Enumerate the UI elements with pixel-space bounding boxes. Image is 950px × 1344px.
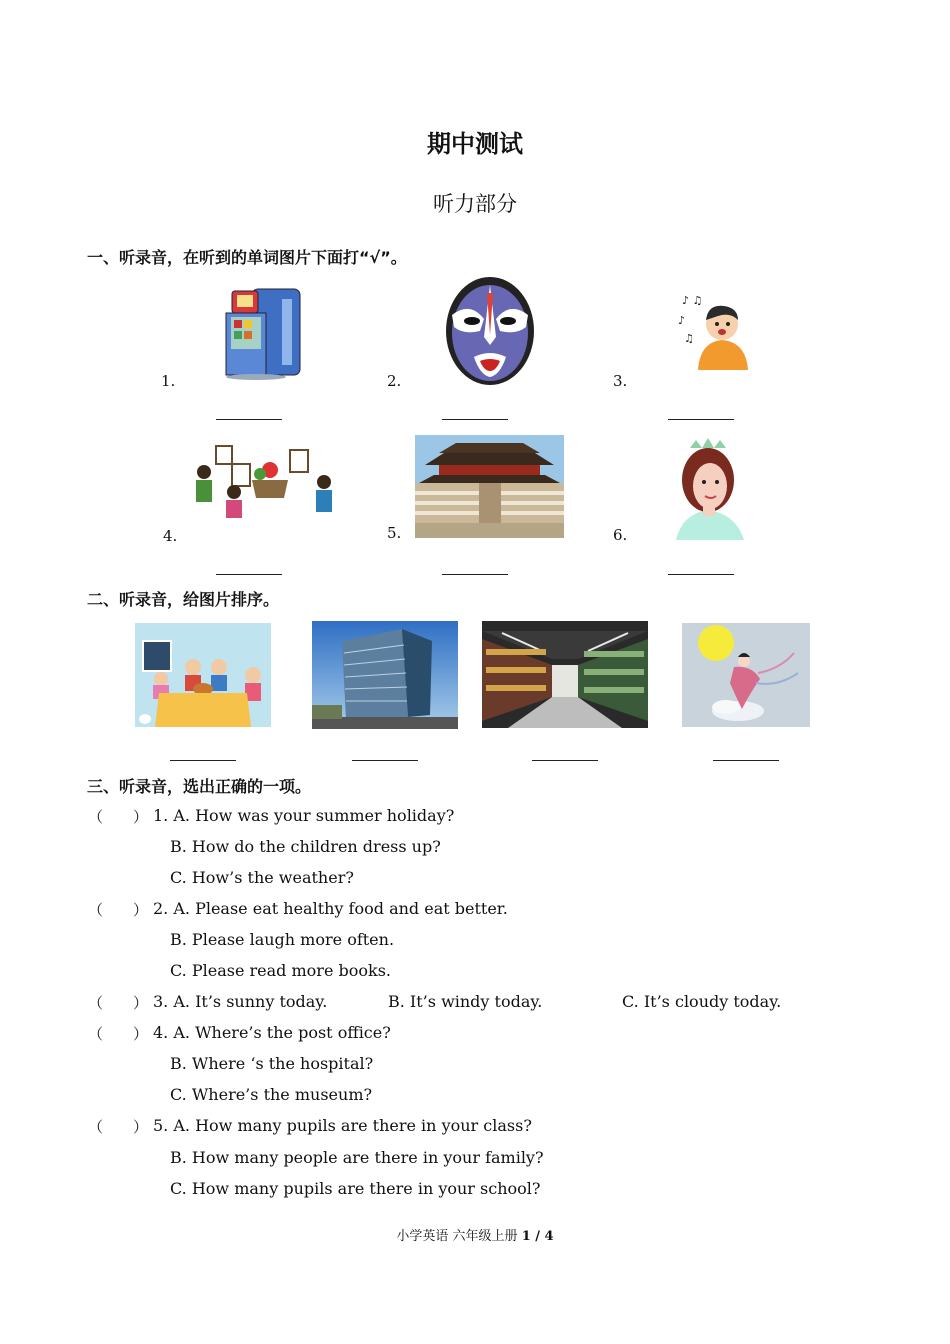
item-number: 2.: [387, 372, 402, 390]
answer-blank[interactable]: [170, 760, 236, 761]
question-option-b: B. How do the children dress up?: [170, 837, 441, 856]
item-number: 3.: [613, 372, 628, 390]
question-option-a: 1. A. How was your summer holiday?: [153, 806, 455, 825]
family-dinner-icon: [135, 623, 271, 727]
answer-blank[interactable]: [216, 419, 282, 420]
footer-text: 小学英语 六年级上册: [396, 1229, 518, 1244]
queen-portrait-icon: [668, 436, 750, 540]
question-option-b: B. It’s windy today.: [388, 992, 543, 1011]
answer-blank[interactable]: [442, 574, 508, 575]
question-option-c: C. It’s cloudy today.: [622, 992, 782, 1011]
answer-blank[interactable]: [532, 760, 598, 761]
section2-heading: 二、听录音，给图片排序。: [87, 590, 280, 609]
answer-parentheses[interactable]: （ ）: [88, 1118, 149, 1136]
question-option-c: C. Where’s the museum?: [170, 1085, 373, 1104]
palace-photo: [415, 435, 564, 538]
answer-parentheses[interactable]: （ ）: [88, 1025, 149, 1043]
page-title: 期中测试: [427, 130, 523, 158]
opera-mask-icon: [444, 275, 536, 387]
section3-heading: 三、听录音，选出正确的一项。: [87, 777, 312, 796]
answer-blank[interactable]: [442, 419, 508, 420]
office-building-photo: [312, 621, 458, 729]
answer-blank[interactable]: [216, 574, 282, 575]
page-footer: [0, 1225, 950, 1244]
page-number: 1 / 4: [521, 1229, 554, 1244]
question-option-b: B. Please laugh more often.: [170, 930, 395, 949]
svg-text:♪ ♫: ♪ ♫: [682, 294, 703, 307]
question-option-c: C. How many pupils are there in your school?: [170, 1179, 541, 1198]
singing-boy-icon: [678, 290, 752, 370]
section1-heading: 一、听录音，在听到的单词图片下面打“√”。: [87, 248, 407, 267]
question-option-c: C. How’s the weather?: [170, 868, 354, 887]
page-subtitle: 听力部分: [433, 192, 517, 216]
answer-blank[interactable]: [713, 760, 779, 761]
item-number: 5.: [387, 524, 402, 542]
svg-text:♪: ♪: [678, 314, 686, 327]
painting-kids-icon: [192, 442, 334, 526]
question-option-a: 4. A. Where’s the post office?: [153, 1023, 391, 1042]
vending-machine-icon: [222, 285, 304, 381]
answer-blank[interactable]: [668, 574, 734, 575]
question-option-b: B. Where ‘s the hospital?: [170, 1054, 374, 1073]
supermarket-photo: [482, 621, 648, 728]
item-number: 4.: [163, 527, 178, 545]
answer-parentheses[interactable]: （ ）: [88, 901, 149, 919]
answer-parentheses[interactable]: （ ）: [88, 994, 149, 1012]
answer-parentheses[interactable]: （ ）: [88, 808, 149, 826]
question-option-a: 3. A. It’s sunny today.: [153, 992, 328, 1011]
item-number: 1.: [161, 372, 176, 390]
moon-fairy-icon: [682, 623, 810, 727]
answer-blank[interactable]: [352, 760, 418, 761]
question-option-c: C. Please read more books.: [170, 961, 391, 980]
svg-text:♫: ♫: [684, 332, 694, 345]
question-option-a: 5. A. How many pupils are there in your class?: [153, 1116, 532, 1135]
question-option-b: B. How many people are there in your family?: [170, 1148, 544, 1167]
item-number: 6.: [613, 526, 628, 544]
answer-blank[interactable]: [668, 419, 734, 420]
question-option-a: 2. A. Please eat healthy food and eat better.: [153, 899, 508, 918]
